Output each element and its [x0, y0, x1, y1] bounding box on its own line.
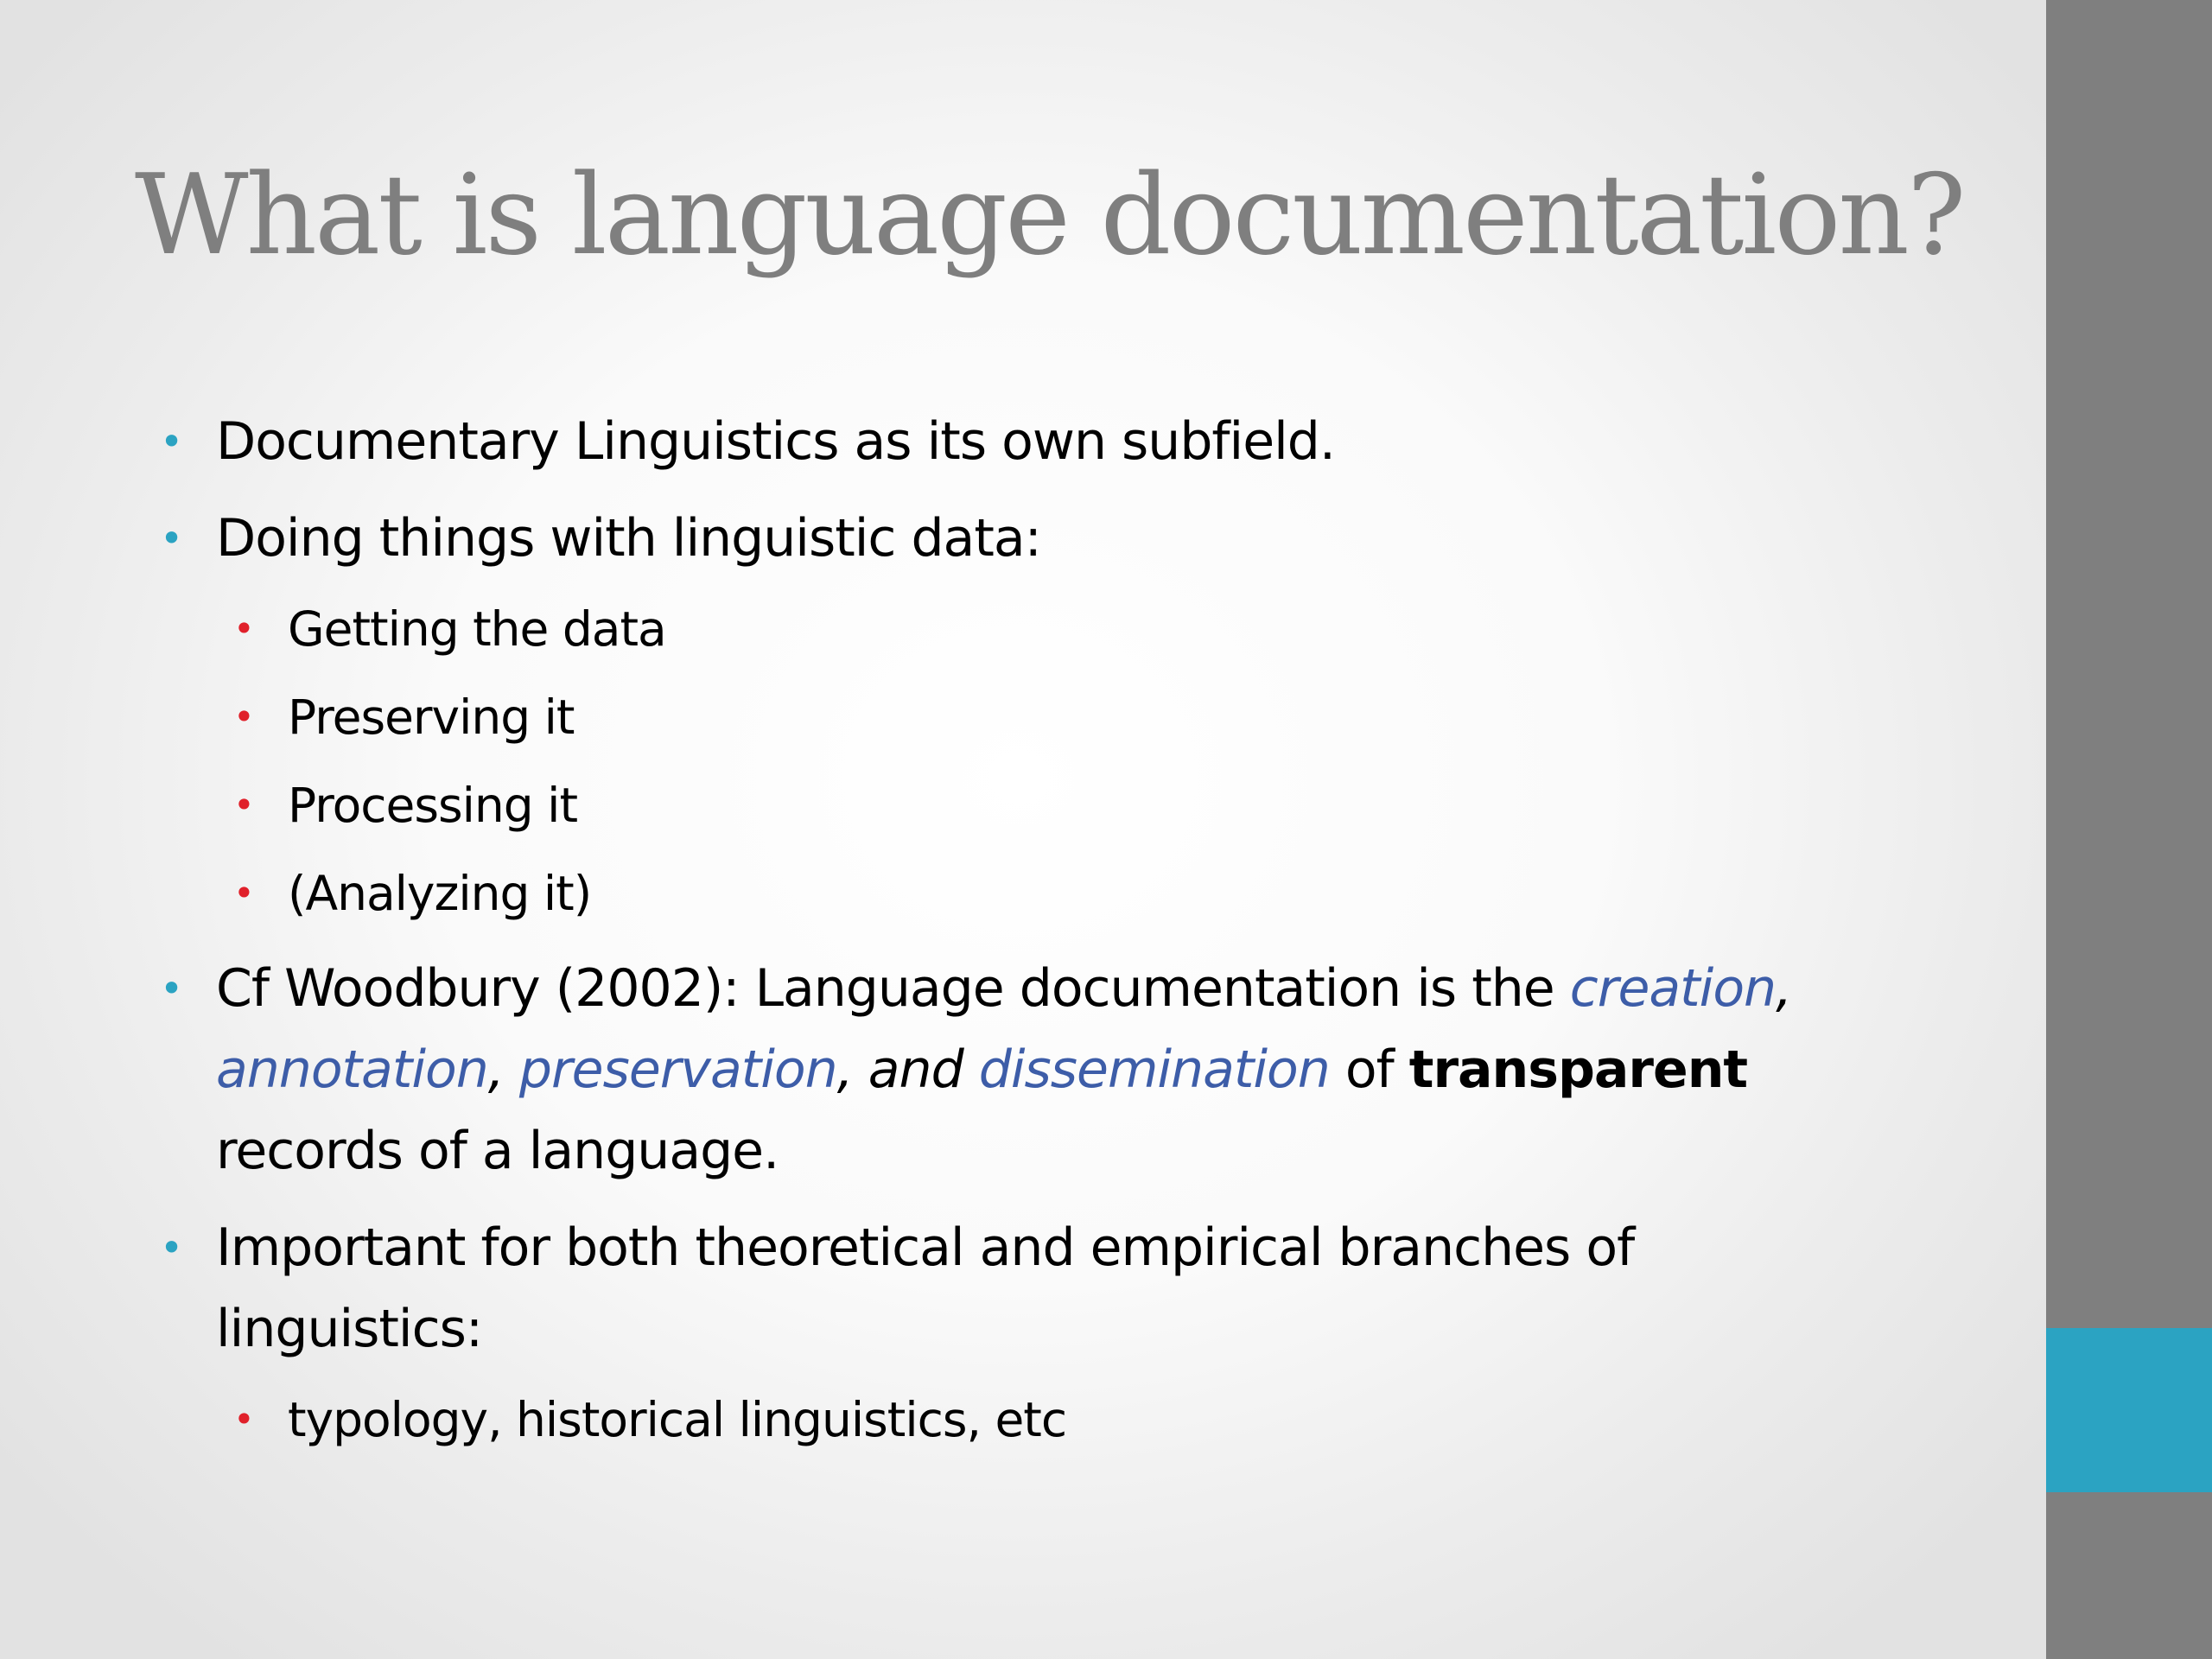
bullet-text-woodbury-line2	[216, 1029, 1747, 1110]
term-preservation: preservation	[518, 1039, 837, 1100]
sub-bullet-text: (Analyzing it)	[288, 866, 592, 921]
bullet-dot-icon: •	[160, 418, 184, 465]
sub-bullet-dot-icon: •	[233, 784, 255, 826]
sub-bullet-dot-icon: •	[233, 872, 255, 914]
bullet-text-continued: linguistics:	[216, 1299, 483, 1359]
woodbury-prefix: Cf Woodbury (2002): Language documentation is the	[216, 958, 1570, 1019]
bullet-dot-icon: •	[160, 515, 184, 562]
bullet-text: Documentary Linguistics as its own subfield.	[216, 411, 1335, 472]
conjunction-and: , and	[836, 1039, 979, 1100]
bullet-text-woodbury-line3: records of a language.	[216, 1121, 779, 1181]
term-dissemination: dissemination	[978, 1039, 1330, 1100]
bullet-text-woodbury-line1	[216, 948, 1791, 1029]
comma: ,	[1776, 958, 1792, 1019]
sub-bullet-dot-icon: •	[233, 607, 255, 650]
sub-bullet-text: typology, historical linguistics, etc	[288, 1392, 1067, 1447]
sub-bullet-dot-icon: •	[233, 1398, 255, 1440]
word-of: of	[1329, 1039, 1409, 1100]
term-transparent: transparent	[1408, 1039, 1748, 1100]
term-annotation: annotation	[216, 1039, 488, 1100]
bullet-text: Doing things with linguistic data:	[216, 508, 1041, 569]
comma: ,	[487, 1039, 519, 1100]
sub-bullet-text: Getting the data	[288, 601, 666, 657]
sub-bullet-text: Processing it	[288, 778, 578, 833]
bullet-dot-icon: •	[160, 965, 184, 1012]
bullet-text: Important for both theoretical and empirical branches of	[216, 1217, 1635, 1278]
term-creation: creation	[1569, 958, 1777, 1019]
sub-bullet-text: Preserving it	[288, 690, 575, 745]
sub-bullet-dot-icon: •	[233, 696, 255, 738]
bullet-dot-icon: •	[160, 1224, 184, 1271]
slide-title: What is language documentation?	[135, 151, 1964, 280]
sidebar-accent-block	[2046, 1328, 2212, 1492]
